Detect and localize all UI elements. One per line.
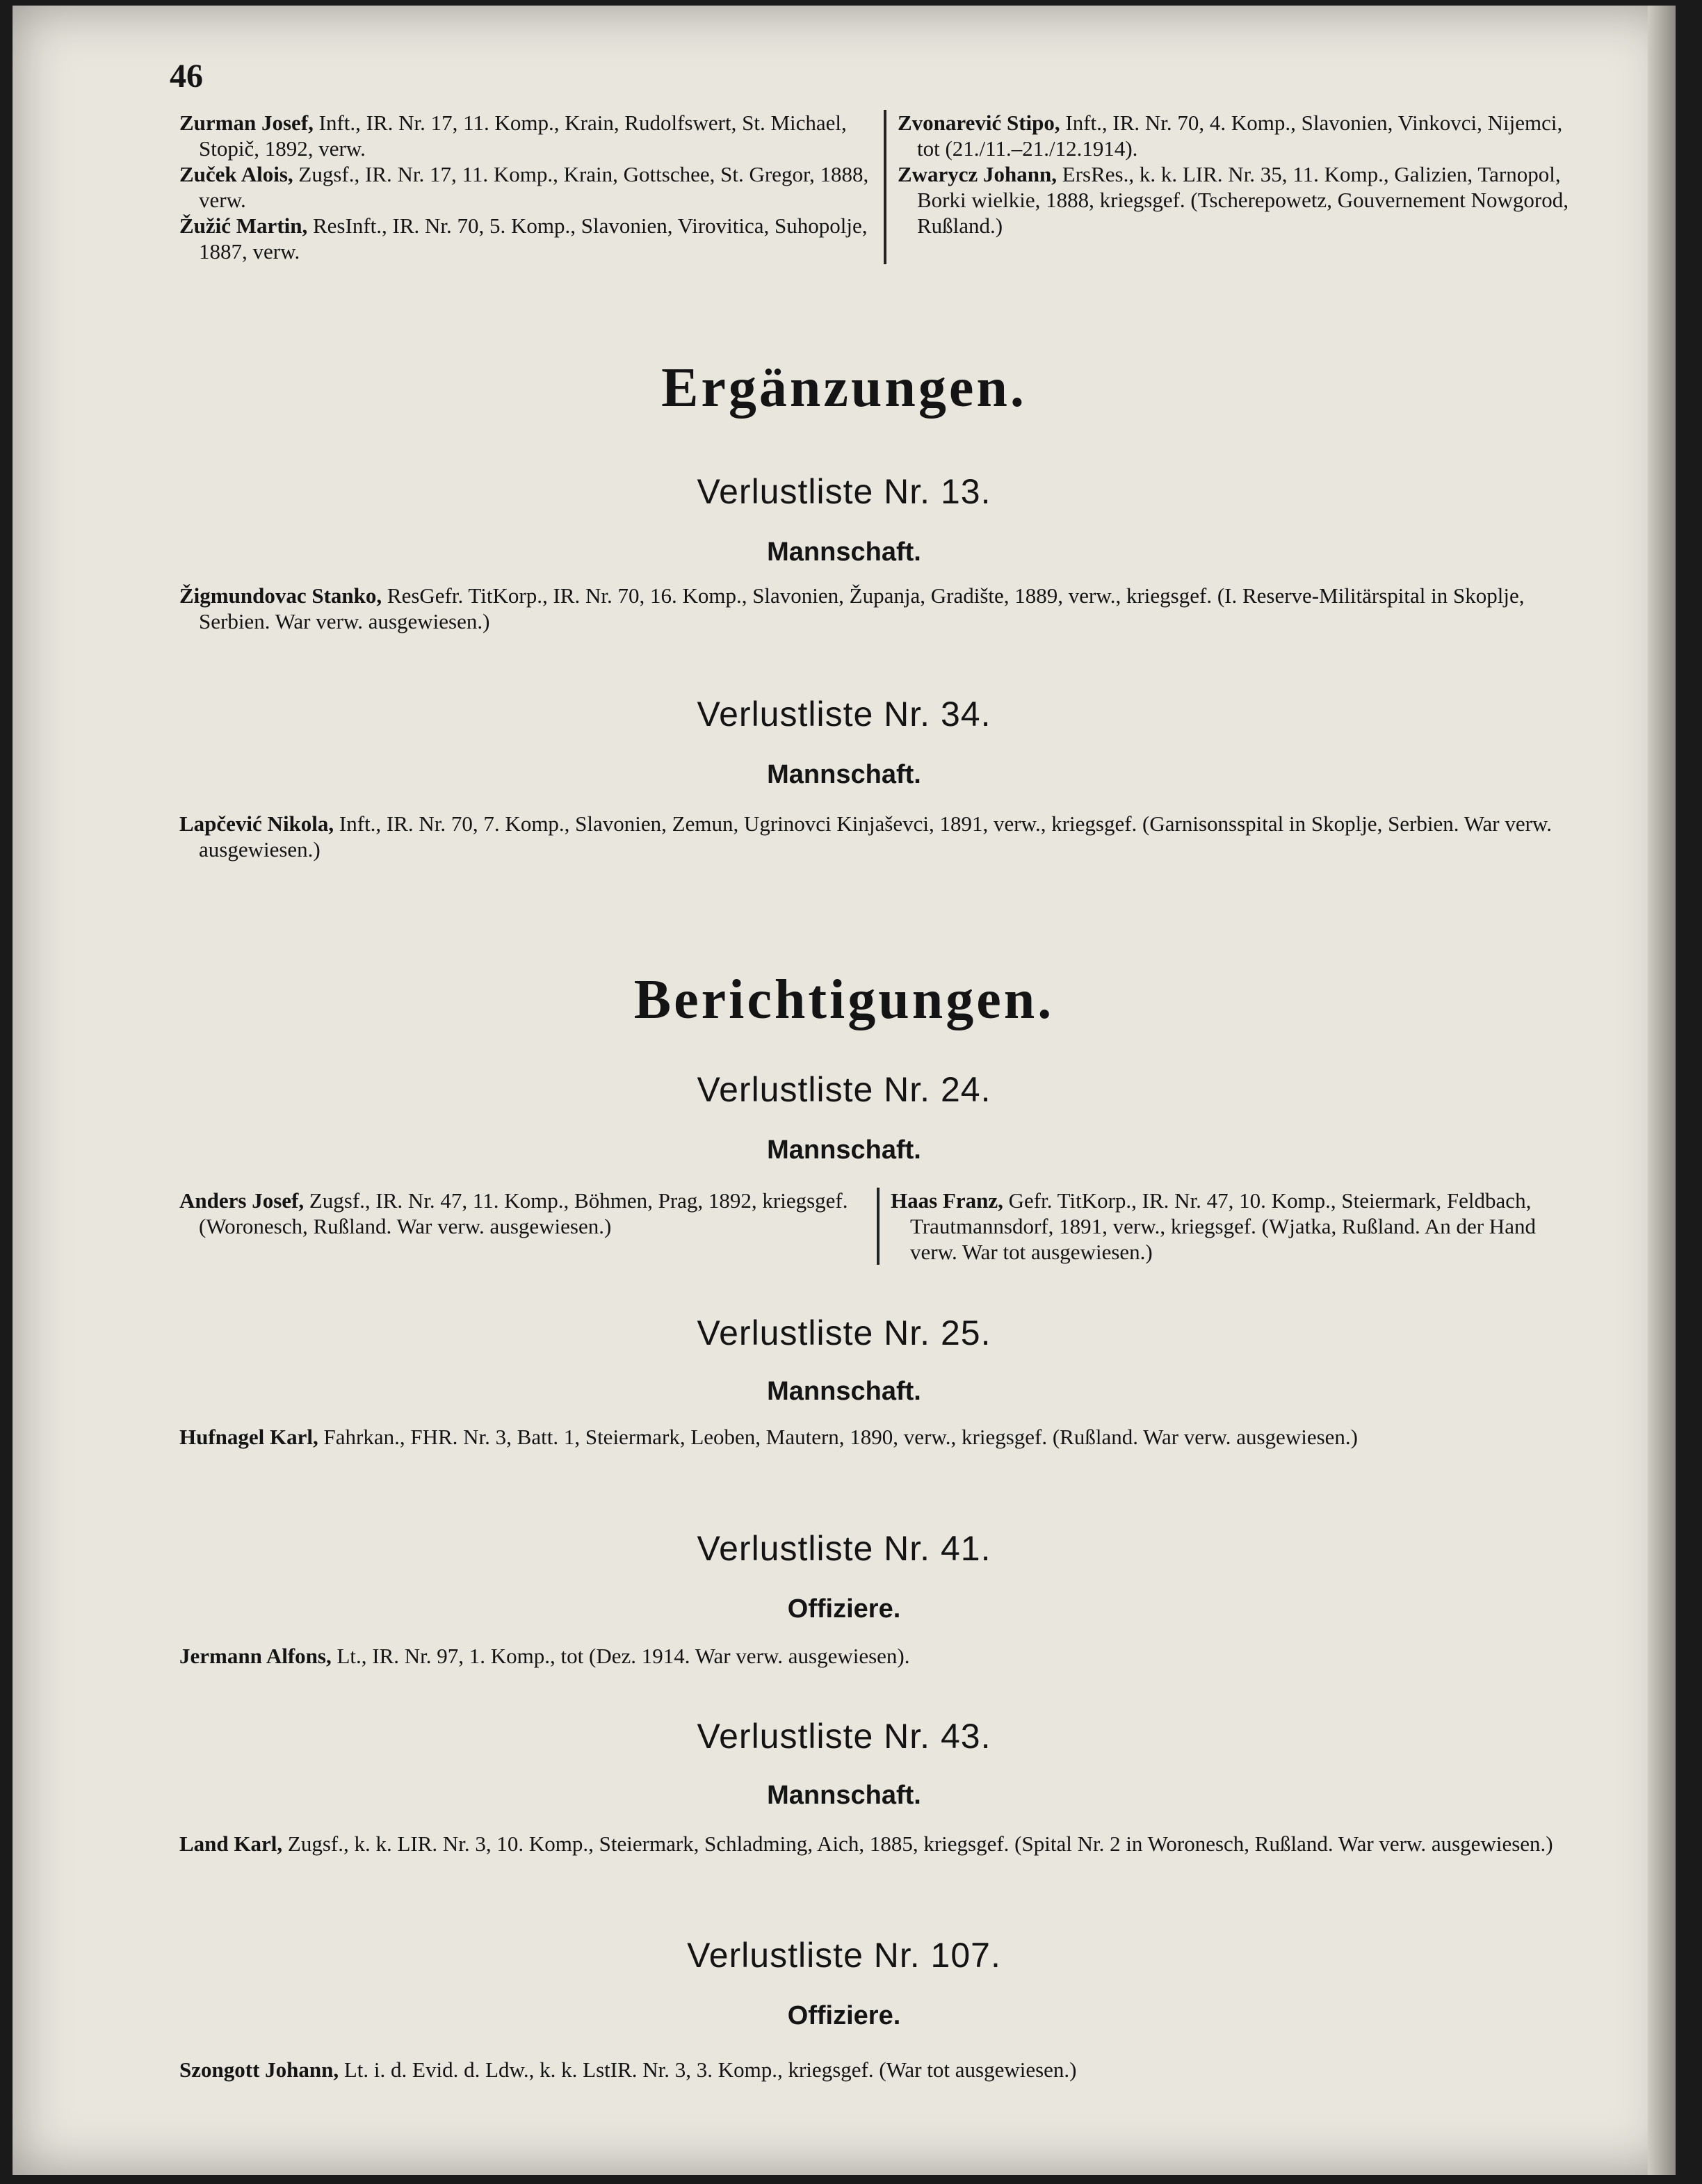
entry: Zurman Josef, Inft., IR. Nr. 17, 11. Komp., Krain, Rudolfswert, St. Michael, Stopič, 1892, verw.: [179, 111, 847, 161]
entry: Szongott Johann, Lt. i. d. Evid. d. Ldw., k. k. LstIR. Nr. 3, 3. Komp., kriegsgef. (War tot ausgewiesen.): [179, 2057, 1077, 2082]
section-title-berichtigungen: Berichtigungen.: [633, 969, 1055, 1030]
list-title: Verlustliste Nr. 24.: [697, 1070, 991, 1109]
list-subtitle: Mannschaft.: [767, 1377, 921, 1406]
list-title: Verlustliste Nr. 25.: [697, 1313, 991, 1352]
entry: Zuček Alois, Zugsf., IR. Nr. 17, 11. Komp., Krain, Gottschee, St. Gregor, 1888, verw.: [179, 162, 869, 212]
entry: Land Karl, Zugsf., k. k. LIR. Nr. 3, 10. Komp., Steiermark, Schladming, Aich, 1885, kriegsgef. (Spital Nr. 2 in Woronesch, Rußland. War verw. ausgewiesen.): [179, 1831, 1553, 1856]
list-subtitle: Mannschaft.: [767, 760, 921, 789]
list24-entries: [179, 1188, 1584, 1265]
entry: Zwarycz Johann, ErsRes., k. k. LIR. Nr. 35, 11. Komp., Galizien, Tarnopol, Borki wielkie, 1888, kriegsgef. (Tscherepowetz, Gouvernement Nowgorod, Rußland.): [897, 162, 1569, 238]
entry: Haas Franz, Gefr. TitKorp., IR. Nr. 47, 10. Komp., Steiermark, Feldbach, Trautmannsdorf, 1891, verw., kriegsgef. (Wjatka, Rußland. An der Hand verw. War tot ausgewiesen.): [891, 1188, 1536, 1264]
list-title: Verlustliste Nr. 107.: [687, 1936, 1001, 1975]
list-subtitle: Offiziere.: [787, 1594, 901, 1624]
entry: Anders Josef, Zugsf., IR. Nr. 47, 11. Komp., Böhmen, Prag, 1892, kriegsgef. (Woronesch, Rußland. War verw. ausgewiesen.): [179, 1188, 848, 1238]
right-column: [891, 1188, 1584, 1265]
entry: Žužić Martin, ResInft., IR. Nr. 70, 5. Komp., Slavonien, Virovitica, Suhopolje, 1887, verw.: [179, 213, 868, 264]
left-column: [179, 1188, 866, 1265]
entry: Žigmundovac Stanko, ResGefr. TitKorp., IR. Nr. 70, 16. Komp., Slavonien, Županja, Gradište, 1889, verw., kriegsgef. (I. Reserve-Militärspital in Skoplje, Serbien. War verw. ausgewiesen.): [179, 583, 1525, 633]
section-title-erganzungen: Ergänzungen.: [661, 357, 1027, 419]
page-number: 46: [170, 58, 203, 95]
column-divider: [884, 110, 886, 264]
column-divider: [877, 1188, 880, 1265]
entry: Hufnagel Karl, Fahrkan., FHR. Nr. 3, Batt. 1, Steiermark, Leoben, Mautern, 1890, verw., kriegsgef. (Rußland. War verw. ausgewiesen.): [179, 1425, 1358, 1449]
top-left-column: [179, 110, 873, 264]
entry: Zvonarević Stipo, Inft., IR. Nr. 70, 4. Komp., Slavonien, Vinkovci, Nijemci, tot (21./11.–21./12.1914).: [897, 111, 1563, 161]
entry: Jermann Alfons, Lt., IR. Nr. 97, 1. Komp., tot (Dez. 1914. War verw. ausgewiesen).: [179, 1644, 910, 1668]
list-title: Verlustliste Nr. 13.: [697, 472, 991, 511]
list-title: Verlustliste Nr. 41.: [697, 1529, 991, 1568]
list-subtitle: Mannschaft.: [767, 537, 921, 567]
list-subtitle: Offiziere.: [787, 2001, 901, 2030]
entry: Lapčević Nikola, Inft., IR. Nr. 70, 7. Komp., Slavonien, Zemun, Ugrinovci Kinjaševci, 1891, verw., kriegsgef. (Garnisonsspital in Skoplje, Serbien. War verw. ausgewiesen.): [179, 811, 1553, 862]
top-entries: [179, 110, 1584, 264]
list-title: Verlustliste Nr. 34.: [697, 695, 991, 734]
list-subtitle: Mannschaft.: [767, 1135, 921, 1165]
list-subtitle: Mannschaft.: [767, 1781, 921, 1810]
list-title: Verlustliste Nr. 43.: [697, 1717, 991, 1756]
top-right-column: [898, 110, 1584, 264]
document-page: [13, 6, 1676, 2175]
